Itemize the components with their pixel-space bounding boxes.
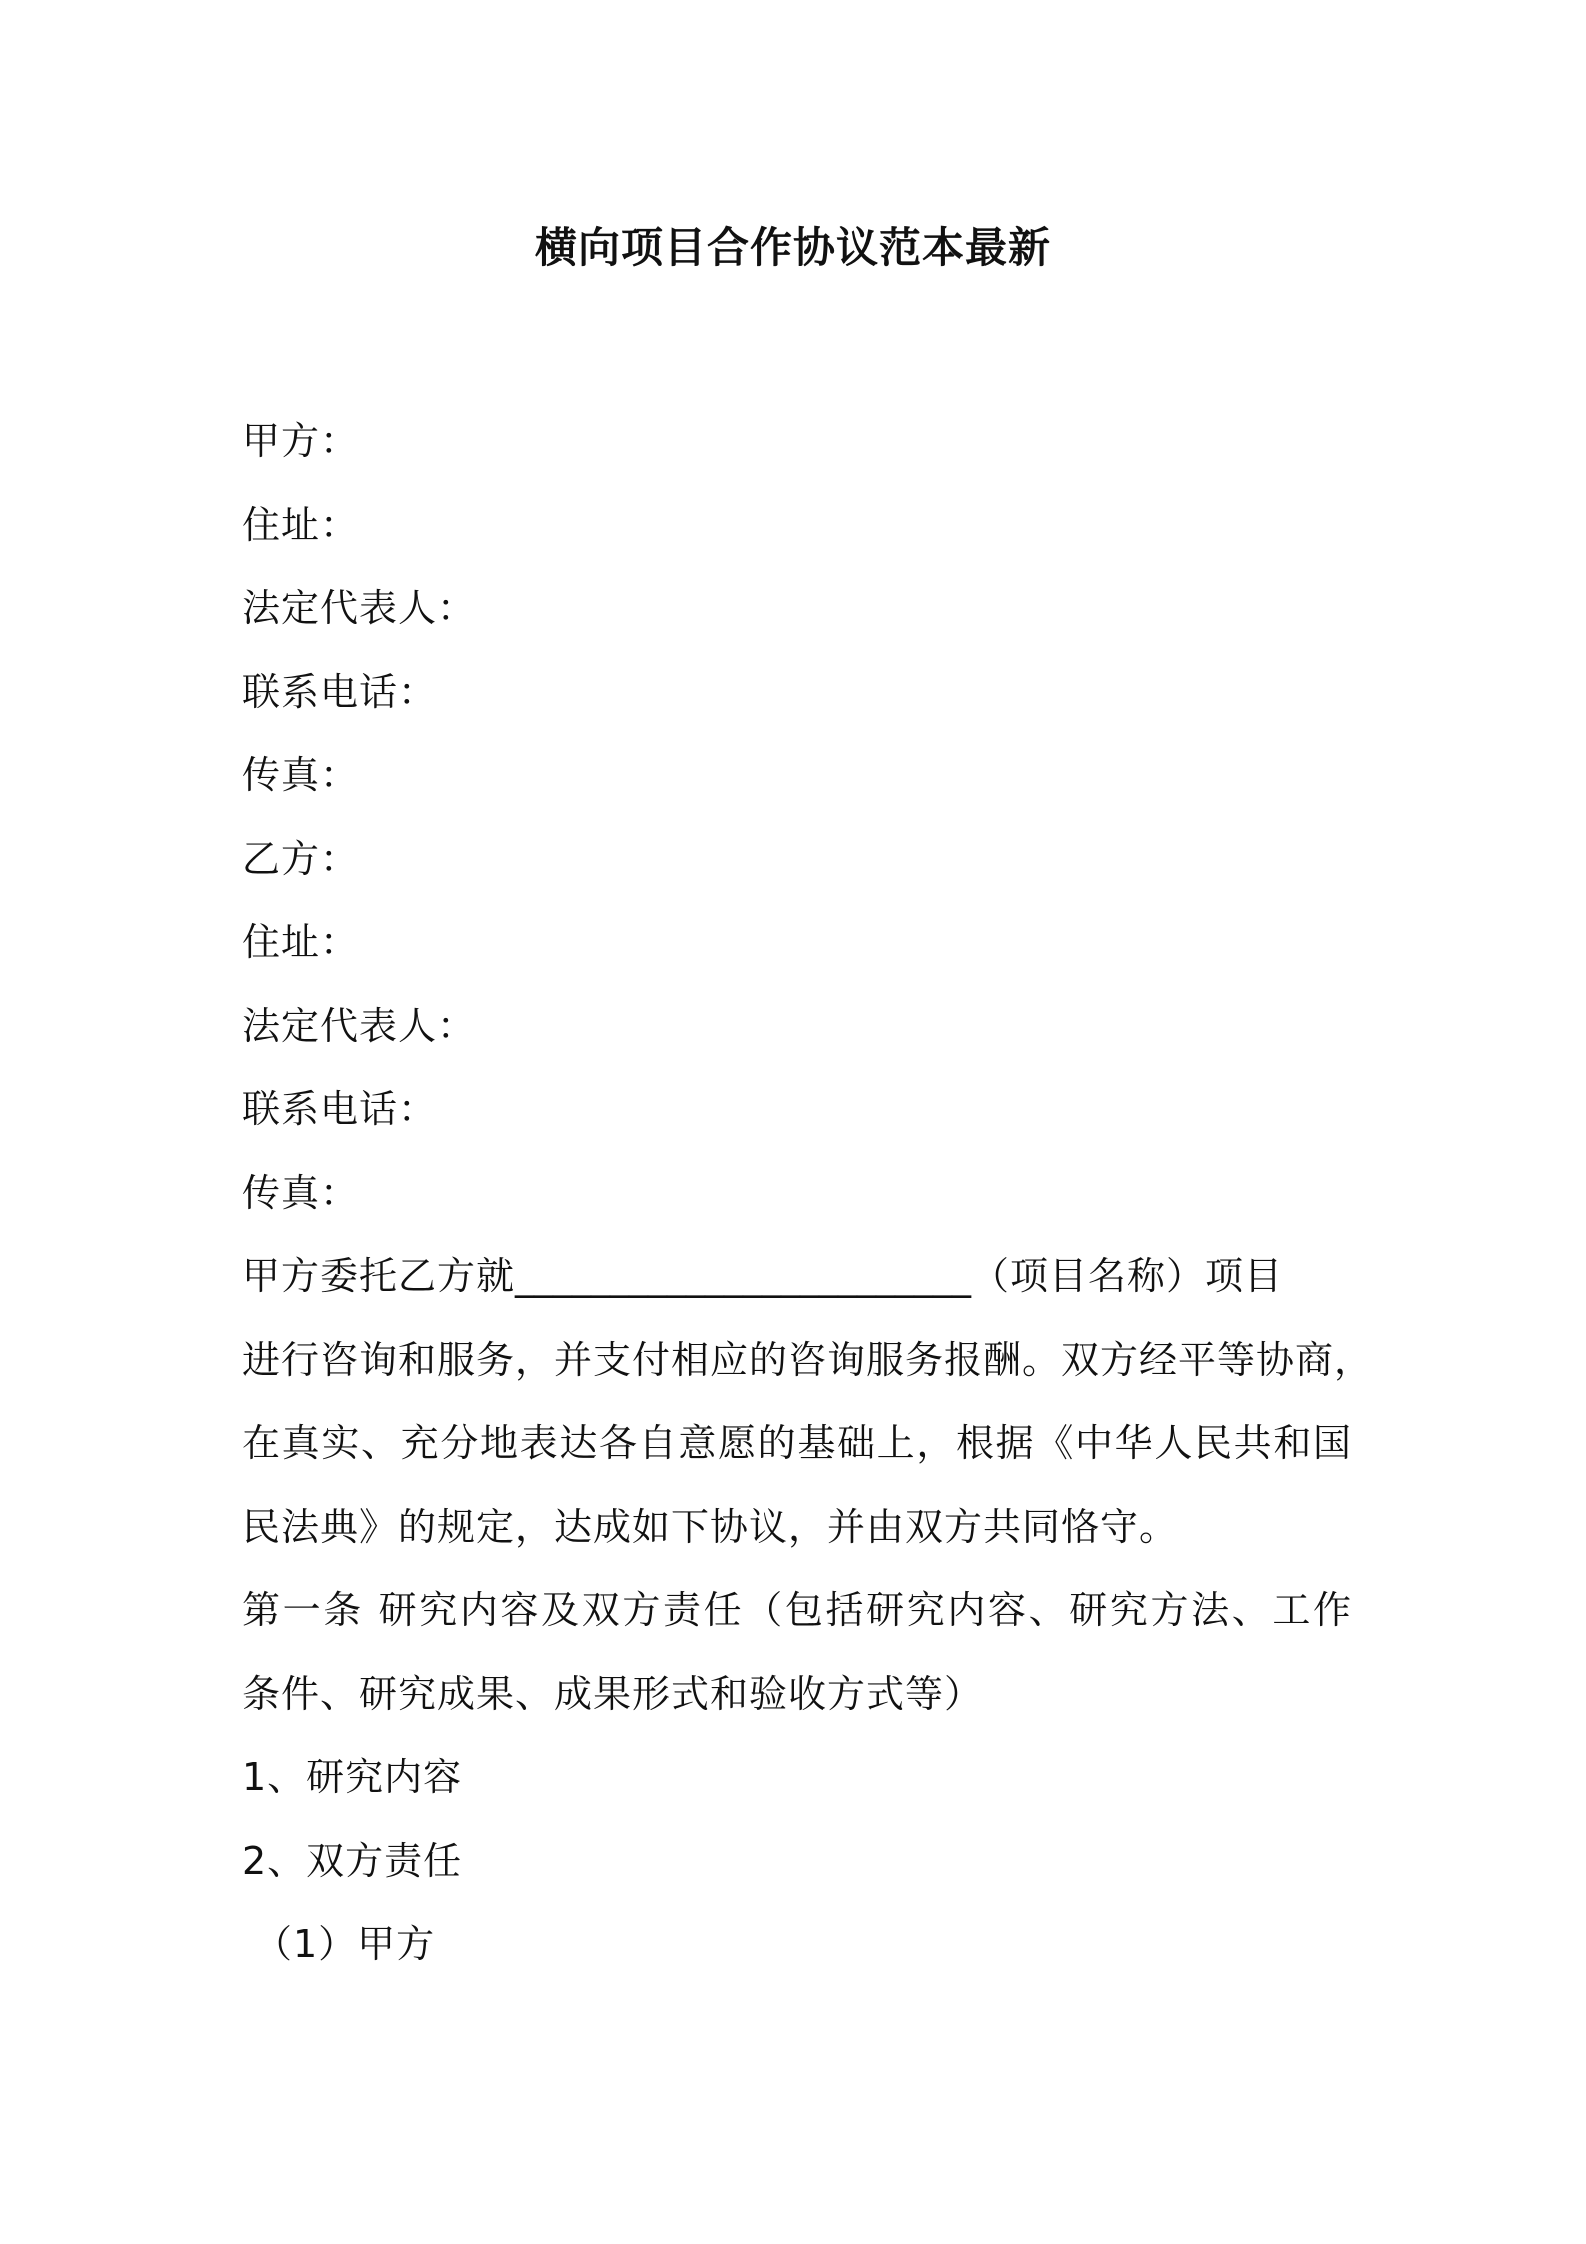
party-b-fax-label: 传真： (242, 1170, 360, 1215)
party-a-fax-label: 传真： (242, 753, 360, 797)
party-b-legal-rep-label: 法定代表人： (242, 1003, 477, 1048)
intro-line-1-suffix: （项目名称）项目 (971, 1254, 1284, 1298)
project-name-blank: ________________________ (515, 1254, 972, 1298)
intro-line-4: 民法典》的规定，达成如下协议，并由双方共同恪守。 (242, 1504, 1179, 1549)
document-body (242, 400, 1374, 1987)
intro-line-1-prefix: 甲方委托乙方就 (242, 1254, 516, 1298)
party-b-phone-label: 联系电话： (242, 1087, 438, 1131)
party-b-address-label: 住址： (242, 920, 360, 964)
party-a-label: 甲方： (242, 419, 360, 463)
document-title: 横向项目合作协议范本最新 (534, 223, 1051, 272)
party-b-label: 乙方： (242, 836, 360, 881)
intro-line-3: 在真实、充分地表达各自意愿的基础上，根据《中华人民共和国 (242, 1421, 1352, 1465)
item-2-responsibilities: 2、双方责任 (242, 1838, 463, 1883)
party-a-phone-label: 联系电话： (242, 669, 438, 714)
sub-item-party-a: （1）甲方 (254, 1922, 436, 1966)
item-1-research-content: 1、研究内容 (242, 1755, 463, 1799)
article-1-heading-line-2: 条件、研究成果、成果形式和验收方式等） (242, 1671, 984, 1716)
intro-line-2: 进行咨询和服务，并支付相应的咨询服务报酬。双方经平等协商， (242, 1337, 1374, 1382)
intro-line-1 (242, 1235, 1352, 1319)
article-1-heading-line-1: 第一条 研究内容及双方责任（包括研究内容、研究方法、工作 (242, 1588, 1352, 1632)
party-a-legal-rep-label: 法定代表人： (242, 586, 477, 630)
party-a-address-label: 住址： (242, 502, 360, 547)
